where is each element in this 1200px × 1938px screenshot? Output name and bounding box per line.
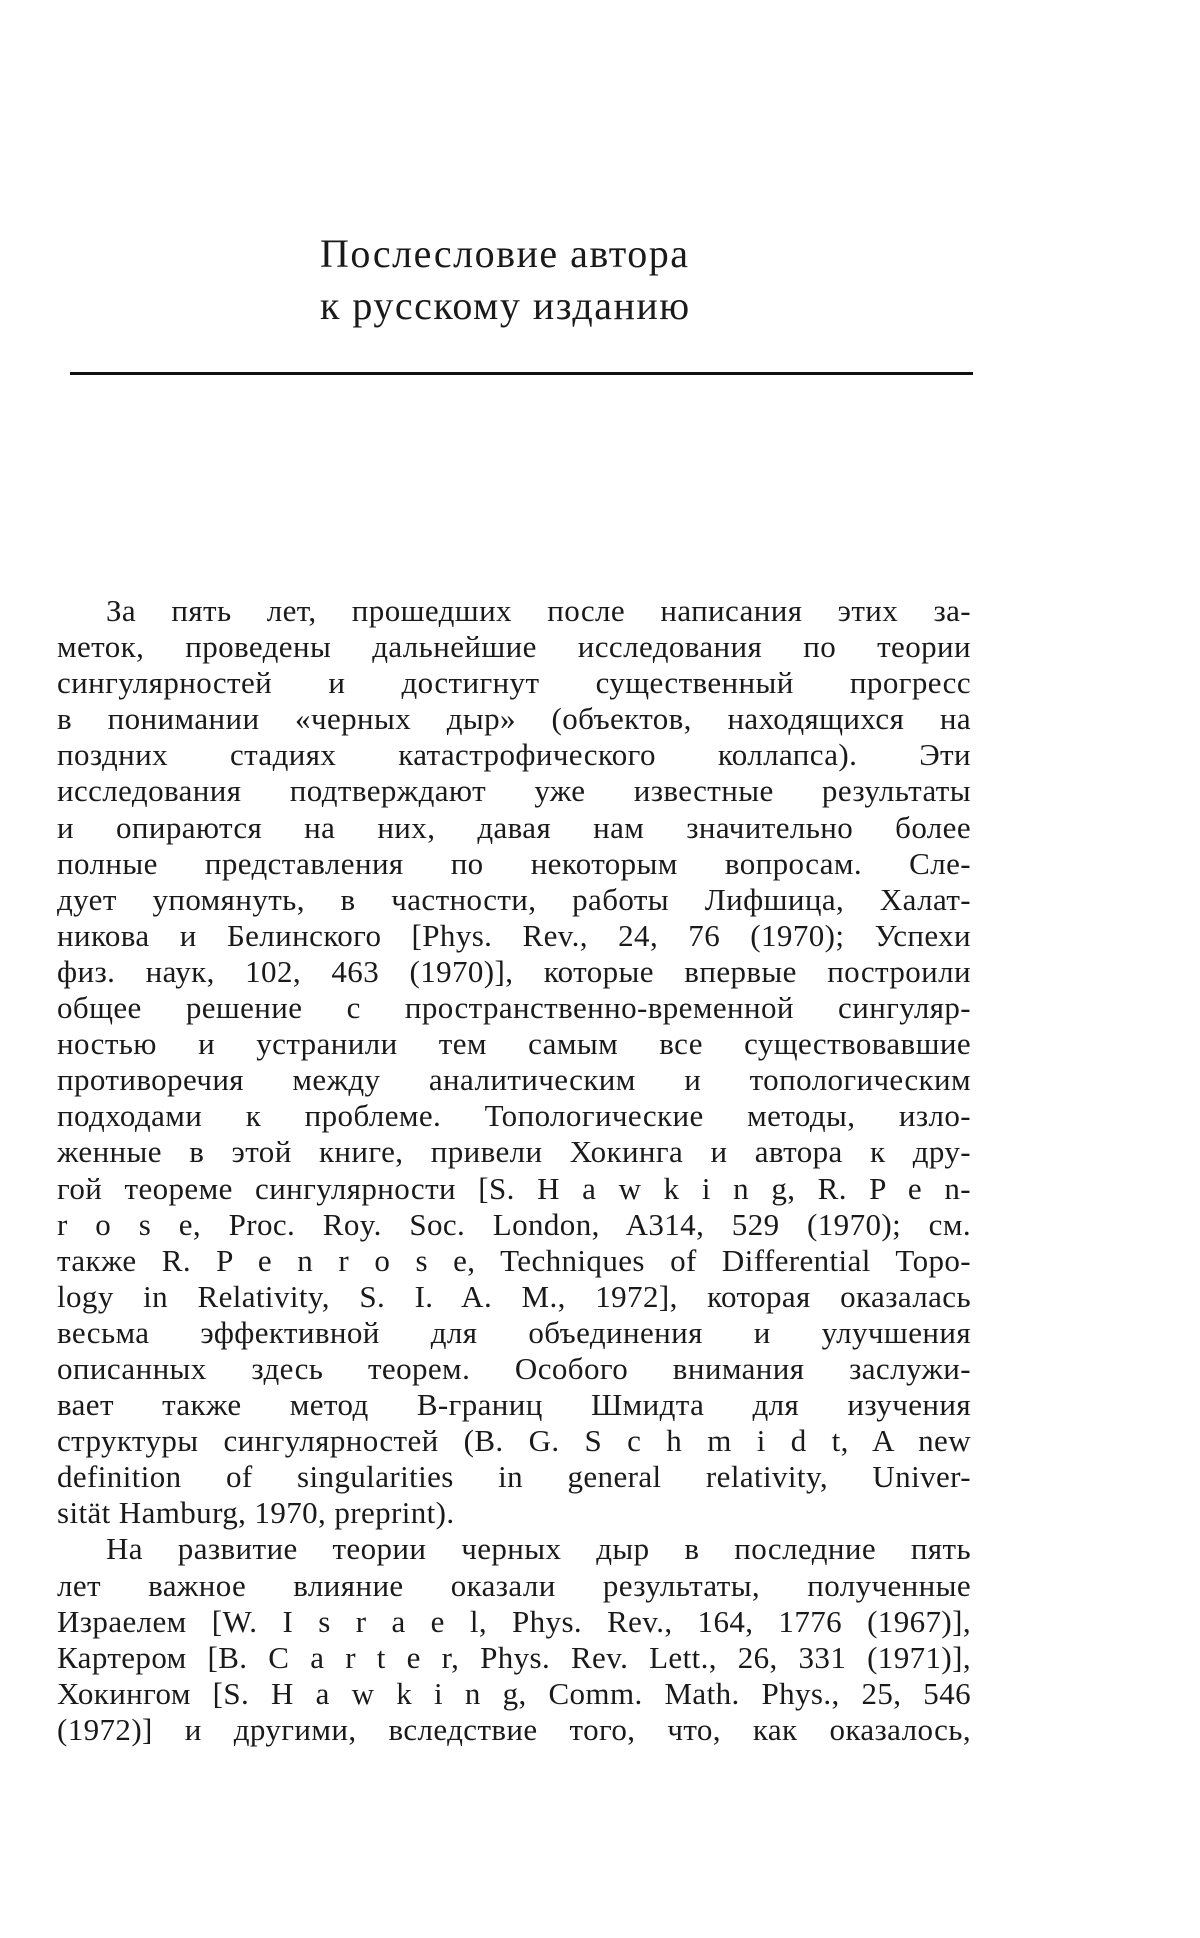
text-line: также R. P e n r o s e, Techniques of Differential Topo-: [57, 1242, 971, 1278]
text-line: definition of singularities in general relativity, Univer-: [57, 1459, 971, 1495]
text-line: физ. наук, 102, 463 (1970)], которые впервые построили: [57, 953, 971, 989]
text-line: r o s e, Proc. Roy. Soc. London, A314, 529 (1970); см.: [57, 1206, 971, 1242]
text-line: sität Hamburg, 1970, preprint).: [57, 1495, 455, 1531]
text-line: общее решение с пространственно-временной сингуляр-: [57, 990, 971, 1026]
text-line: На развитие теории черных дыр в последние пять: [106, 1531, 971, 1567]
text-line: в понимании «черных дыр» (объектов, находящихся на: [57, 701, 971, 737]
text-line: Картером [B. C a r t e r, Phys. Rev. Lett., 26, 331 (1971)],: [57, 1639, 971, 1675]
text-line: ностью и устранили тем самым все существовавшие: [57, 1026, 971, 1062]
title-line-2: к русскому изданию: [320, 283, 691, 328]
text-line: За пять лет, прошедших после написания этих за-: [106, 593, 971, 628]
text-line: исследования подтверждают уже известные результаты: [57, 773, 971, 809]
text-line: женные в этой книге, привели Хокинга и автора к дру-: [57, 1134, 971, 1170]
text-line: и опираются на них, давая нам значительно более: [57, 809, 971, 845]
text-line: структуры сингулярностей (B. G. S c h m i d t, A new: [57, 1423, 971, 1459]
text-line: подходами к проблеме. Топологические методы, изло-: [57, 1098, 971, 1134]
text-line: полные представления по некоторым вопросам. Сле-: [57, 845, 971, 881]
text-line: Хокингом [S. H a w k i n g, Comm. Math. Phys., 25, 546: [57, 1675, 971, 1711]
text-line: вает также метод B-границ Шмидта для изучения: [57, 1387, 971, 1423]
text-line: противоречия между аналитическим и топологическим: [57, 1062, 971, 1098]
text-line: лет важное влияние оказали результаты, полученные: [57, 1567, 971, 1603]
text-line: никова и Белинского [Phys. Rev., 24, 76 (1970); Успехи: [57, 917, 971, 953]
title-line-1: Послесловие автора: [320, 231, 690, 276]
title-divider: [70, 372, 973, 375]
afterword-title: [320, 228, 740, 332]
text-line: сингулярностей и достигнут существенный прогресс: [57, 665, 971, 701]
text-line: описанных здесь теорем. Особого внимания заслужи-: [57, 1350, 971, 1386]
text-line: поздних стадиях катастрофического коллапса). Эти: [57, 737, 971, 773]
paragraph: [57, 593, 971, 1531]
body-text: [57, 593, 971, 1748]
text-line: меток, проведены дальнейшие исследования по теории: [57, 629, 971, 665]
text-line: (1972)] и другими, вследствие того, что, как оказалось,: [57, 1711, 971, 1747]
text-line: logy in Relativity, S. I. A. M., 1972], которая оказалась: [57, 1278, 971, 1314]
text-line: гой теореме сингулярности [S. H a w k i n g, R. P e n-: [57, 1170, 971, 1206]
text-line: дует упомянуть, в частности, работы Лифшица, Халат-: [57, 881, 971, 917]
text-line: Израелем [W. I s r a e l, Phys. Rev., 164, 1776 (1967)],: [57, 1603, 971, 1639]
text-line: весьма эффективной для объединения и улучшения: [57, 1314, 971, 1350]
paragraph: [57, 1531, 971, 1748]
